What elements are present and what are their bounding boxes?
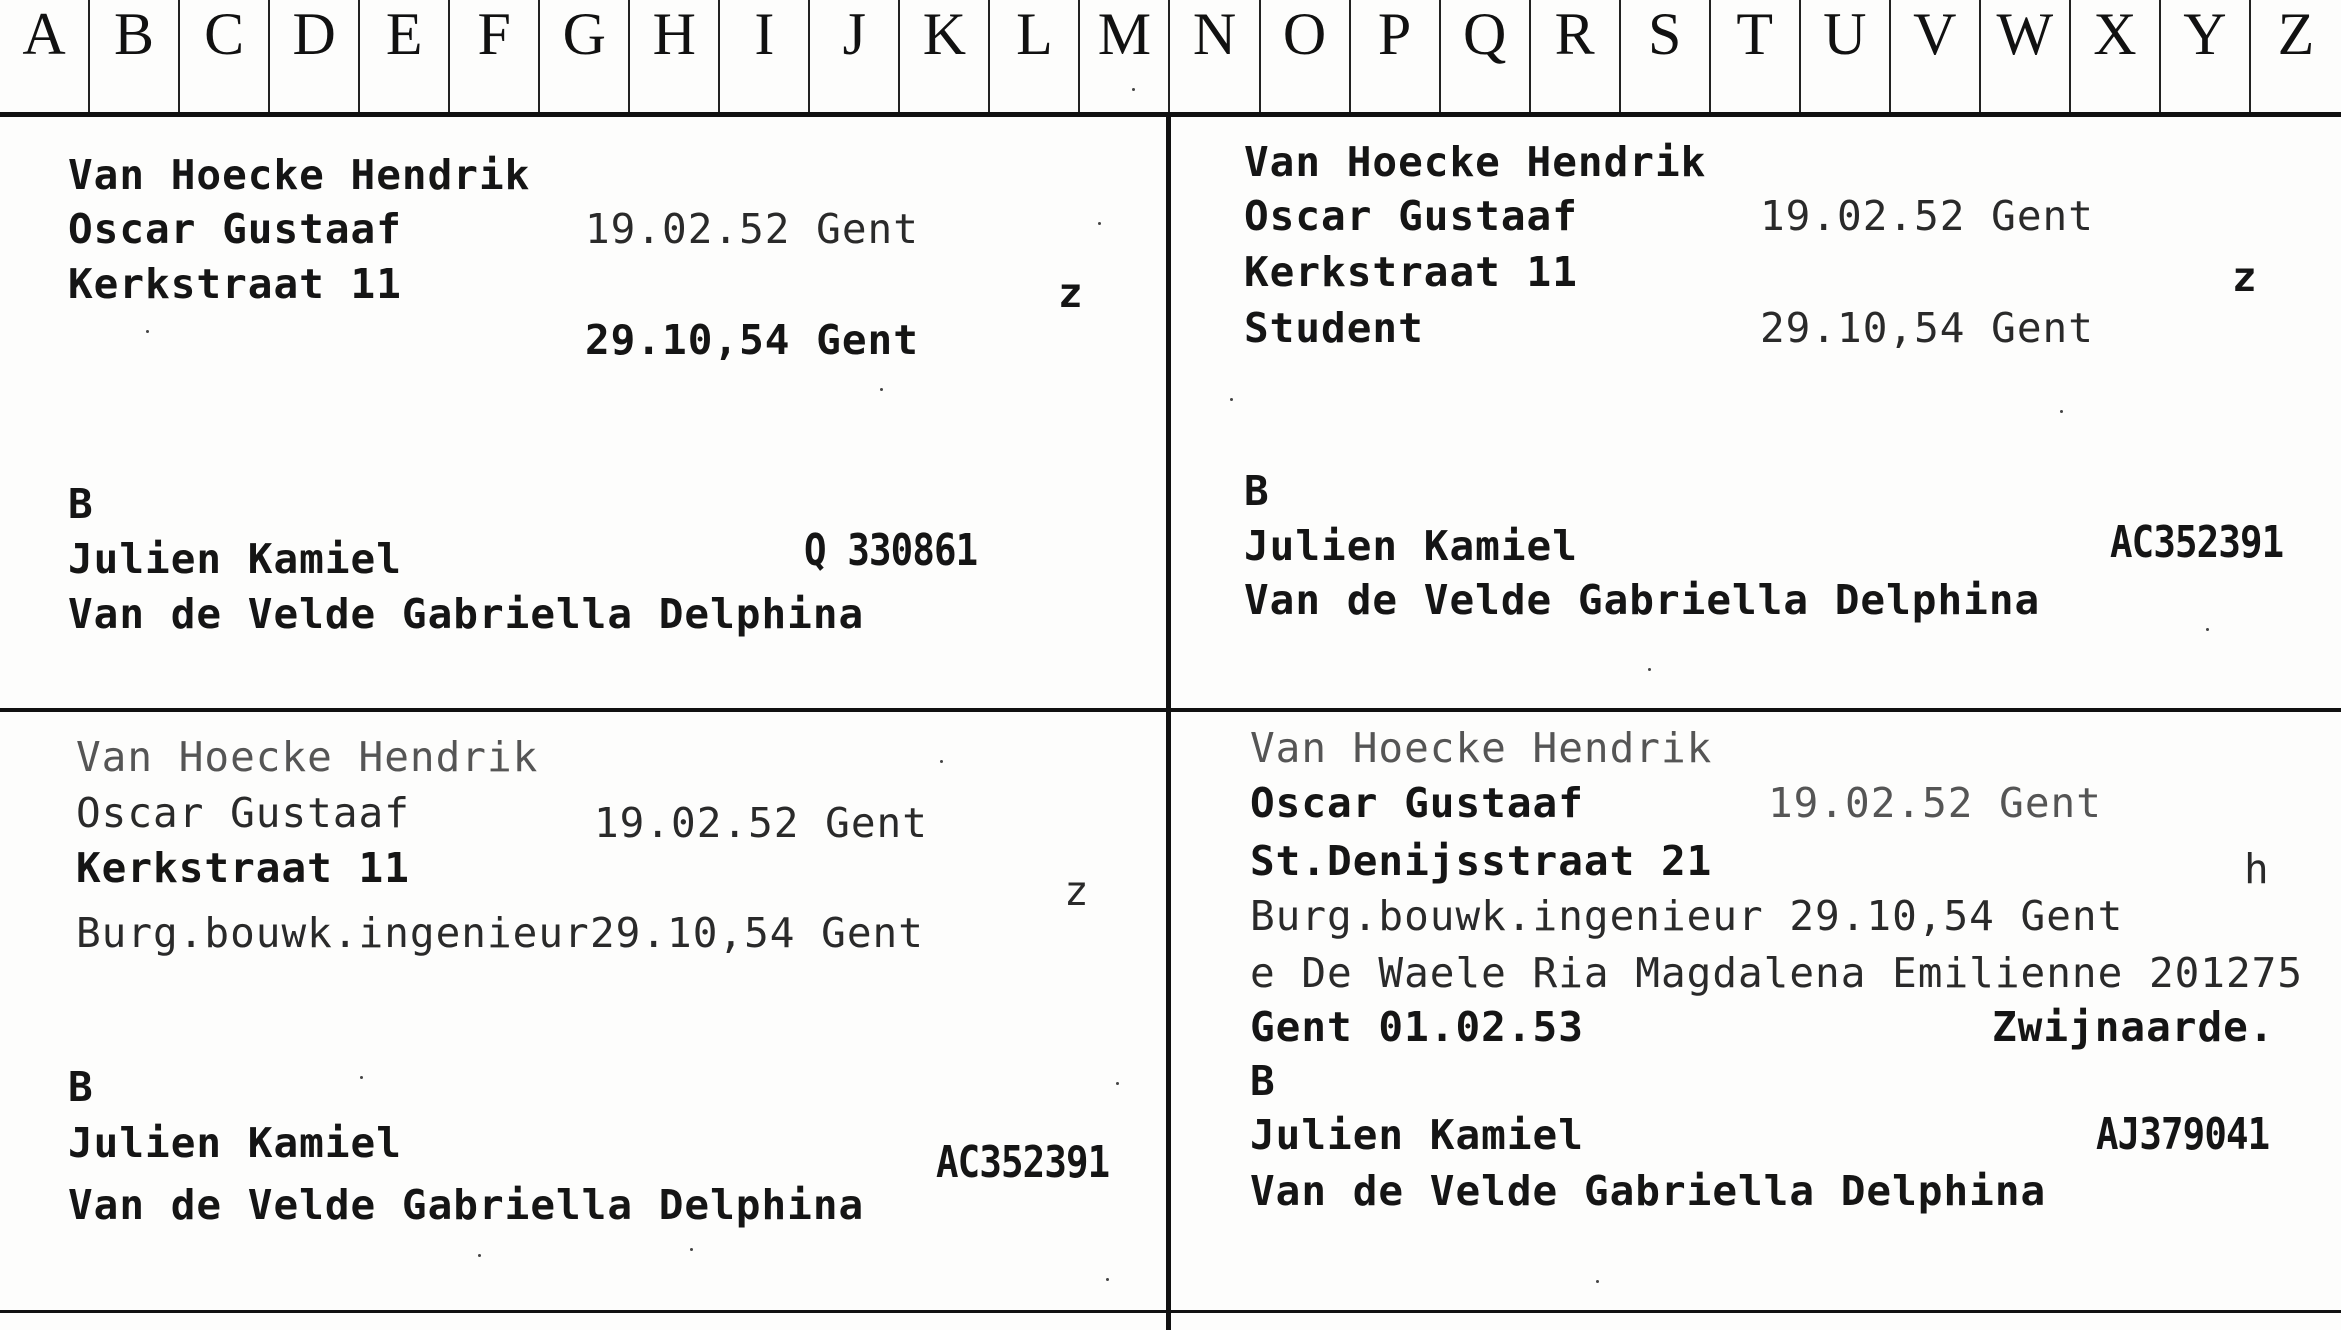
index-letter: H bbox=[652, 1, 696, 67]
card-name: Van Hoecke Hendrik bbox=[1250, 724, 1713, 772]
index-letter: M bbox=[1097, 1, 1152, 67]
card-name: Van Hoecke Hendrik bbox=[68, 151, 531, 199]
card-occupation-date bbox=[1250, 893, 2123, 939]
index-letter: D bbox=[292, 1, 336, 67]
index-letter: U bbox=[1823, 1, 1867, 67]
index-letter: I bbox=[754, 1, 775, 67]
index-tab-m bbox=[1080, 0, 1170, 112]
index-letter: L bbox=[1016, 1, 1053, 67]
index-letter: N bbox=[1192, 1, 1237, 67]
index-tab-n bbox=[1171, 0, 1261, 112]
index-tab-x bbox=[2071, 0, 2161, 112]
index-tab-c bbox=[180, 0, 270, 112]
middle-horizontal-divider bbox=[0, 708, 2341, 712]
alphabet-index-bar bbox=[0, 0, 2341, 117]
scan-speck bbox=[478, 1254, 481, 1257]
card-address: St.Denijsstraat 21 bbox=[1250, 837, 1713, 885]
index-letter: P bbox=[1377, 1, 1412, 67]
card-letter: B bbox=[68, 480, 94, 528]
index-letter: Z bbox=[2277, 1, 2315, 67]
index-tab-h bbox=[630, 0, 720, 112]
index-letter: W bbox=[1996, 1, 2054, 67]
card-id-number: AC352391 bbox=[936, 1137, 1110, 1188]
scan-speck bbox=[1106, 1278, 1109, 1281]
card-address: Kerkstraat 11 bbox=[1244, 248, 1578, 296]
index-tab-g bbox=[540, 0, 630, 112]
scan-speck bbox=[940, 760, 943, 763]
scan-speck bbox=[880, 388, 883, 391]
index-tab-y bbox=[2161, 0, 2251, 112]
card-occupation: Burg.bouwk.ingenieur bbox=[1250, 892, 1764, 940]
center-vertical-divider bbox=[1166, 112, 1171, 1330]
index-tab-s bbox=[1621, 0, 1711, 112]
card-mother-name: Van de Velde Gabriella Delphina bbox=[68, 1181, 865, 1229]
index-letter: X bbox=[2093, 1, 2137, 67]
card-father-names: Julien Kamiel bbox=[1244, 522, 1578, 570]
index-letter: T bbox=[1736, 1, 1774, 67]
card-father-names: Julien Kamiel bbox=[68, 535, 402, 583]
index-tab-j bbox=[810, 0, 900, 112]
index-tab-t bbox=[1711, 0, 1801, 112]
scan-speck bbox=[1230, 398, 1233, 401]
index-letter: O bbox=[1282, 1, 1327, 67]
index-tab-z bbox=[2251, 0, 2341, 112]
index-letter: Q bbox=[1462, 1, 1507, 67]
index-tab-d bbox=[270, 0, 360, 112]
card-birth-date-place: 19.02.52 Gent bbox=[594, 799, 928, 847]
card-father-names: Julien Kamiel bbox=[1250, 1111, 1584, 1159]
index-tab-r bbox=[1531, 0, 1621, 112]
card-marriage-place: Zwijnaarde. bbox=[1992, 1003, 2275, 1051]
scan-speck bbox=[1596, 1280, 1599, 1283]
index-tab-i bbox=[720, 0, 810, 112]
card-father-names: Julien Kamiel bbox=[68, 1119, 402, 1167]
card-given-names: Oscar Gustaaf bbox=[1250, 779, 1584, 827]
card-letter: B bbox=[1250, 1057, 1276, 1105]
index-letter: J bbox=[842, 1, 867, 67]
card-name: Van Hoecke Hendrik bbox=[76, 733, 539, 781]
scan-speck bbox=[1132, 88, 1135, 91]
index-tab-l bbox=[990, 0, 1080, 112]
scan-speck bbox=[146, 330, 149, 333]
scan-speck bbox=[2206, 628, 2209, 631]
card-marriage-date: Gent 01.02.53 bbox=[1250, 1003, 1584, 1051]
card-occupation: Student bbox=[1244, 304, 1424, 352]
index-letter: C bbox=[204, 1, 245, 67]
scan-speck bbox=[690, 1248, 693, 1251]
bottom-horizontal-divider bbox=[0, 1310, 2341, 1313]
card-mother-name: Van de Velde Gabriella Delphina bbox=[68, 590, 865, 638]
card-given-names: Oscar Gustaaf bbox=[1244, 192, 1578, 240]
index-tab-k bbox=[900, 0, 990, 112]
card-second-date-place: 29.10,54 Gent bbox=[590, 909, 924, 957]
scan-speck bbox=[360, 1076, 363, 1079]
index-letter: B bbox=[114, 1, 155, 67]
index-tab-b bbox=[90, 0, 180, 112]
card-code: z bbox=[2232, 253, 2258, 301]
index-tab-q bbox=[1441, 0, 1531, 112]
index-letter: F bbox=[477, 1, 511, 67]
card-address: Kerkstraat 11 bbox=[76, 844, 410, 892]
index-letter: V bbox=[1913, 1, 1957, 67]
scan-speck bbox=[1648, 668, 1651, 671]
card-name: Van Hoecke Hendrik bbox=[1244, 138, 1707, 186]
card-code: h bbox=[2244, 845, 2270, 893]
index-tab-u bbox=[1801, 0, 1891, 112]
card-mother-name: Van de Velde Gabriella Delphina bbox=[1244, 576, 2041, 624]
index-tab-o bbox=[1261, 0, 1351, 112]
card-occupation: Burg.bouwk.ingenieur bbox=[76, 909, 590, 957]
card-id-number: AC352391 bbox=[2110, 517, 2284, 568]
card-birth-date-place: 19.02.52 Gent bbox=[1760, 192, 2094, 240]
card-spouse: e De Waele Ria Magdalena Emilienne 201275 bbox=[1250, 949, 2304, 997]
card-mother-name: Van de Velde Gabriella Delphina bbox=[1250, 1167, 2047, 1215]
card-letter: B bbox=[68, 1063, 94, 1111]
index-tab-e bbox=[360, 0, 450, 112]
card-id-number: AJ379041 bbox=[2096, 1109, 2270, 1160]
index-letter: E bbox=[385, 1, 423, 67]
card-second-date-place: 29.10,54 Gent bbox=[585, 316, 919, 364]
index-letter: K bbox=[922, 1, 967, 67]
index-letter: A bbox=[22, 1, 66, 67]
card-given-names: Oscar Gustaaf bbox=[68, 205, 402, 253]
index-letter: Y bbox=[2183, 1, 2227, 67]
card-birth-date-place: 19.02.52 Gent bbox=[585, 205, 919, 253]
index-tab-p bbox=[1351, 0, 1441, 112]
card-given-names: Oscar Gustaaf bbox=[76, 789, 410, 837]
index-letter: S bbox=[1648, 1, 1682, 67]
index-letter: G bbox=[562, 1, 606, 67]
card-code: z bbox=[1064, 867, 1090, 915]
scan-speck bbox=[1116, 1082, 1119, 1085]
card-second-date-place: 29.10,54 Gent bbox=[1789, 892, 2124, 940]
index-tab-a bbox=[0, 0, 90, 112]
index-letter: R bbox=[1554, 1, 1595, 67]
card-code: z bbox=[1058, 269, 1084, 317]
card-id-number: Q 330861 bbox=[804, 525, 978, 576]
scan-speck bbox=[2060, 410, 2063, 413]
scan-speck bbox=[1098, 222, 1101, 225]
card-address: Kerkstraat 11 bbox=[68, 260, 402, 308]
card-birth-date-place: 19.02.52 Gent bbox=[1768, 779, 2102, 827]
index-tab-f bbox=[450, 0, 540, 112]
card-second-date-place: 29.10,54 Gent bbox=[1760, 304, 2094, 352]
card-letter: B bbox=[1244, 467, 1270, 515]
index-tab-v bbox=[1891, 0, 1981, 112]
index-tab-w bbox=[1981, 0, 2071, 112]
